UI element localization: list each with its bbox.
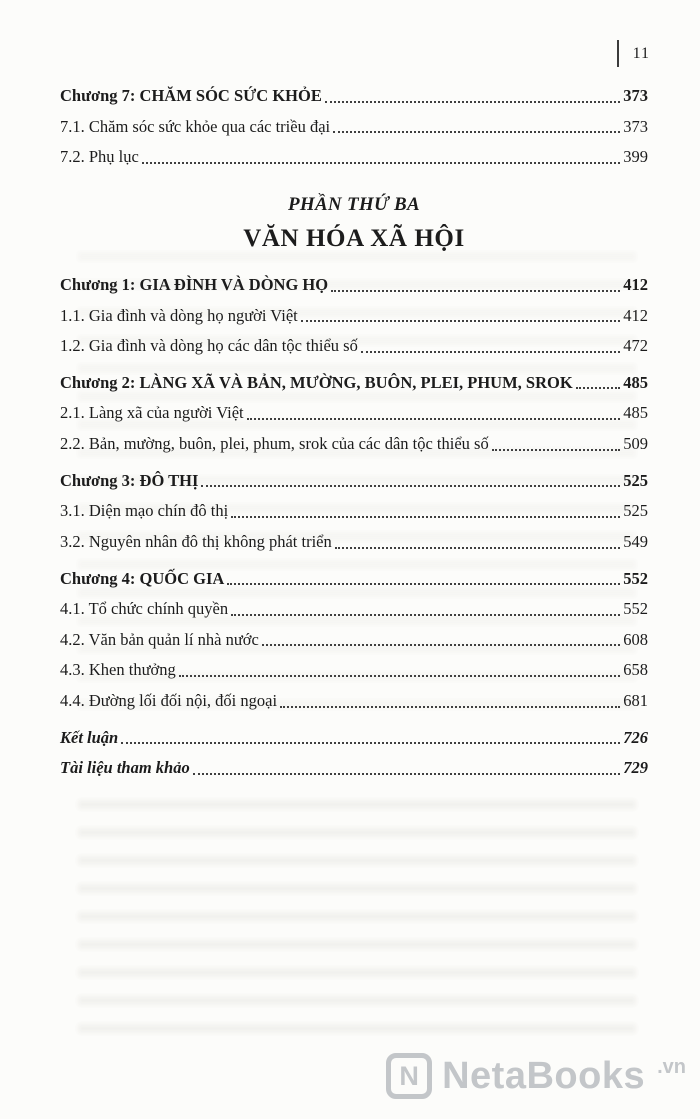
- toc-entry-row: [60, 336, 648, 357]
- netabooks-logo-icon: N: [386, 1053, 432, 1099]
- toc-label: Chương 4: QUỐC GIA: [60, 568, 225, 588]
- page-number: 11: [632, 44, 650, 62]
- dot-leader: [227, 583, 620, 585]
- toc-closing-row: [60, 758, 648, 779]
- dot-leader: [335, 547, 620, 549]
- toc-label: Kết luận: [60, 727, 119, 747]
- toc-page-number: 525: [623, 501, 648, 521]
- toc-entry-row: [60, 630, 648, 651]
- toc-entry-row: [60, 434, 648, 455]
- toc-label: 4.4. Đường lối đối nội, đối ngoại: [60, 691, 278, 710]
- toc-chapter-row: [60, 373, 648, 394]
- toc-entry-row: [60, 403, 648, 424]
- toc-page-number: 399: [623, 147, 648, 167]
- toc-page-number: 412: [623, 274, 648, 294]
- dot-leader: [142, 162, 620, 164]
- toc-page-number: 509: [623, 434, 648, 453]
- dot-leader: [325, 101, 620, 103]
- toc-page-number: 373: [623, 86, 648, 105]
- toc-closing-row: [60, 728, 648, 749]
- toc-label: 2.1. Làng xã của người Việt: [60, 403, 244, 423]
- dot-leader: [333, 131, 620, 133]
- watermark-domain-suffix: .vn: [657, 1055, 686, 1078]
- toc-label: Chương 3: ĐÔ THỊ: [60, 470, 199, 490]
- toc-page-number: 525: [623, 470, 648, 490]
- toc-label: 1.1. Gia đình và dòng họ người Việt: [60, 305, 298, 325]
- dot-leader: [262, 644, 620, 646]
- toc-entry-row: [60, 147, 648, 168]
- page-number-header: [617, 40, 650, 67]
- toc-chapter-row: [60, 569, 648, 590]
- toc-label: 4.1. Tổ chức chính quyền: [60, 599, 229, 619]
- toc-entry-row: [60, 691, 648, 712]
- toc-entry-row: [60, 117, 648, 138]
- toc-label: Chương 1: GIA ĐÌNH VÀ DÒNG HỌ: [60, 274, 329, 294]
- dot-leader: [492, 449, 621, 451]
- dot-leader: [231, 516, 620, 518]
- toc-label: 2.2. Bản, mường, buôn, plei, phum, srok của các dân tộc thiểu số: [60, 434, 489, 453]
- toc-label: 4.3. Khen thưởng: [60, 660, 176, 680]
- page-number-divider: [617, 40, 619, 67]
- dot-leader: [247, 418, 621, 420]
- toc-page-number: 552: [623, 568, 648, 588]
- toc-page-number: 472: [623, 336, 648, 356]
- toc-label: 4.2. Văn bản quản lí nhà nước: [60, 629, 259, 649]
- part-kicker: PHẦN THỨ BA: [287, 193, 421, 215]
- dot-leader: [231, 614, 620, 616]
- dot-leader: [280, 706, 620, 708]
- toc-page-number: 729: [623, 758, 648, 778]
- toc-page-number: 552: [623, 599, 648, 619]
- netabooks-watermark: [386, 1053, 686, 1099]
- toc-label: Chương 2: LÀNG XÃ VÀ BẢN, MƯỜNG, BUÔN, PLEI, PHUM, SROK: [60, 372, 573, 392]
- toc-label: 7.1. Chăm sóc sức khỏe qua các triều đại: [60, 116, 331, 136]
- toc-label: Chương 7: CHĂM SÓC SỨC KHỎE: [60, 86, 322, 105]
- toc-chapter-row: [60, 86, 648, 107]
- toc-entry-row: [60, 306, 648, 327]
- toc-page-number: 608: [623, 629, 648, 649]
- toc-label: 1.2. Gia đình và dòng họ các dân tộc thiểu số: [60, 336, 358, 356]
- toc-page-number: 726: [623, 727, 648, 747]
- dot-leader: [193, 773, 621, 775]
- table-of-contents-top: [60, 86, 648, 168]
- toc-page-number: 658: [623, 660, 648, 680]
- toc-entry-row: [60, 599, 648, 620]
- part-title: VĂN HÓA XÃ HỘI: [243, 224, 465, 252]
- table-of-contents-main: [60, 275, 648, 779]
- toc-entry-row: [60, 501, 648, 522]
- toc-chapter-row: [60, 275, 648, 296]
- toc-page-number: 549: [623, 531, 648, 551]
- dot-leader: [179, 675, 621, 677]
- part-heading: [60, 194, 648, 253]
- toc-page-number: 373: [623, 116, 648, 136]
- toc-page-number: 485: [623, 403, 648, 423]
- dot-leader: [331, 290, 620, 292]
- toc-label: 7.2. Phụ lục: [60, 147, 139, 167]
- toc-entry-row: [60, 660, 648, 681]
- dot-leader: [301, 320, 621, 322]
- watermark-brand-text: NetaBooks: [442, 1054, 646, 1097]
- dot-leader: [121, 742, 620, 744]
- dot-leader: [576, 387, 621, 389]
- toc-chapter-row: [60, 471, 648, 492]
- toc-label: 3.2. Nguyên nhân đô thị không phát triển: [60, 531, 332, 551]
- dot-leader: [361, 351, 620, 353]
- toc-label: Tài liệu tham khảo: [60, 758, 190, 778]
- toc-entry-row: [60, 532, 648, 553]
- toc-page-number: 681: [623, 691, 648, 710]
- dot-leader: [201, 485, 620, 487]
- toc-label: 3.1. Diện mạo chín đô thị: [60, 501, 229, 521]
- toc-page-number: 485: [623, 372, 648, 392]
- toc-page-number: 412: [623, 305, 648, 325]
